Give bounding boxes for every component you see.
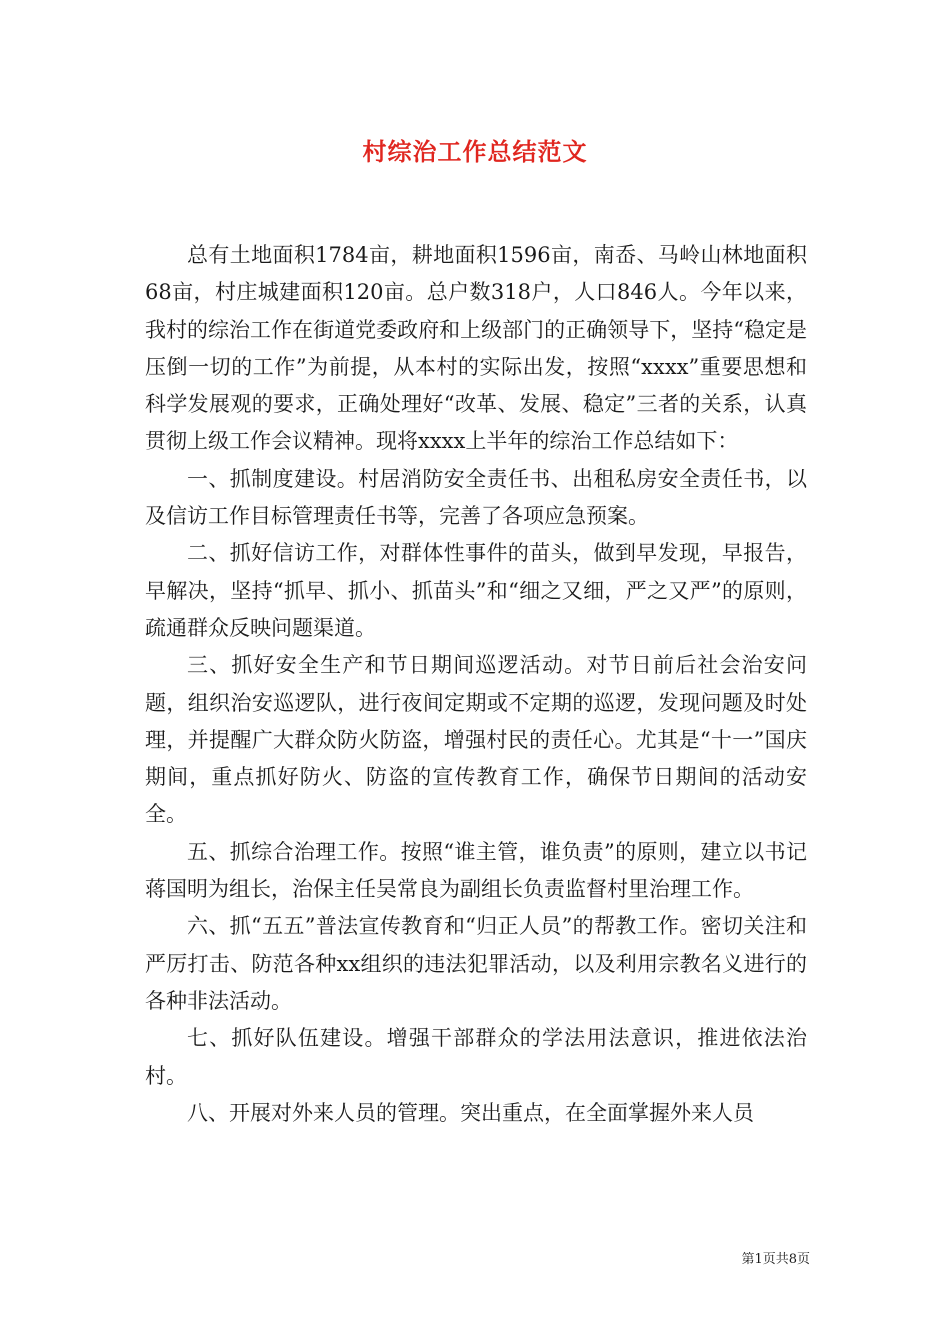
paragraph-item-5: 五、抓综合治理工作。按照“谁主管，谁负责”的原则，建立以书记蒋国明为组长，治保主任吴常良为副组长负责监督村里治理工作。 — [145, 839, 807, 902]
paragraph-item-7: 七、抓好队伍建设。增强干部群众的学法用法意识，推进依法治村。 — [145, 1026, 807, 1088]
document-body — [145, 237, 807, 1132]
paragraph-item-8: 八、开展对外来人员的管理。突出重点，在全面掌握外来人员 — [187, 1100, 754, 1125]
paragraph-item-3: 三、抓好安全生产和节日期间巡逻活动。对节日前后社会治安问题，组织治安巡逻队，进行夜间定期或不定期的巡逻，发现问题及时处理，并提醒广大群众防火防盗，增强村民的责任心。尤其是“十一”国庆期间，重点抓好防火、防盗的宣传教育工作，确保节日期间的活动安全。 — [145, 653, 807, 827]
paragraph-intro: 总有土地面积1784亩，耕地面积1596亩，南岙、马岭山林地面积68亩，村庄城建面积120亩。总户数318户，人口846人。今年以来，我村的综治工作在街道党委政府和上级部门的正确领导下，坚持“稳定是压倒一切的工作”为前提，从本村的实际出发，按照“xxxx”重要思想和科学发展观的要求，正确处理好“改革、发展、稳定”三者的关系，认真贯彻上级工作会议精神。现将xxxx上半年的综治工作总结如下： — [145, 243, 807, 454]
paragraph-item-6: 六、抓“五五”普法宣传教育和“归正人员”的帮教工作。密切关注和严厉打击、防范各种xx组织的违法犯罪活动，以及利用宗教名义进行的各种非法活动。 — [145, 914, 807, 1013]
paragraph-item-2: 二、抓好信访工作，对群体性事件的苗头，做到早发现，早报告，早解决，坚持“抓早、抓小、抓苗头”和“细之又细，严之又严”的原则，疏通群众反映问题渠道。 — [145, 541, 807, 640]
paragraph-item-1: 一、抓制度建设。村居消防安全责任书、出租私房安全责任书，以及信访工作目标管理责任书等，完善了各项应急预案。 — [145, 466, 807, 529]
document-title: 村综治工作总结范文 — [362, 137, 588, 166]
page-number-footer: 第1页共8页 — [741, 1252, 810, 1267]
